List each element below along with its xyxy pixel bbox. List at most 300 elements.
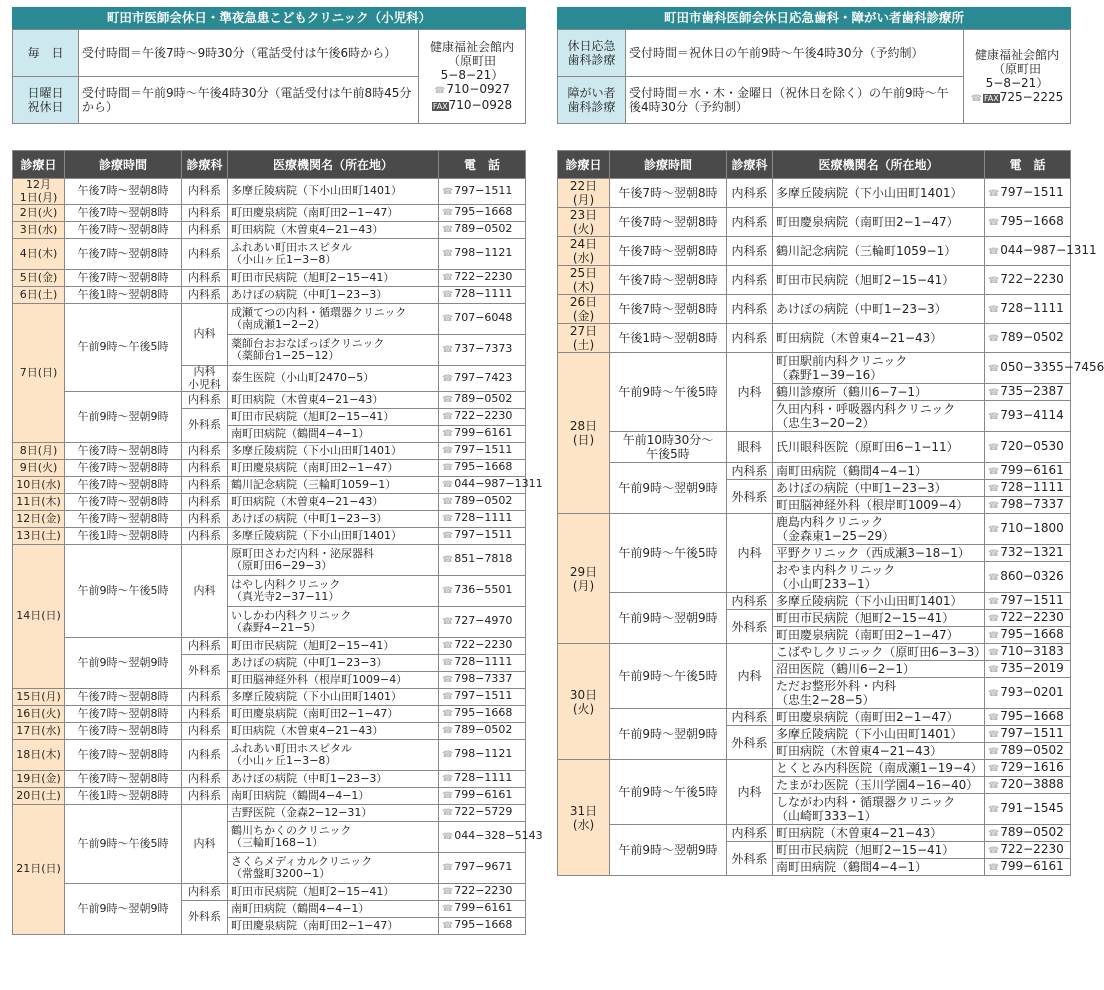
phone-number: 799−6161: [1000, 463, 1064, 477]
phone-number: 722−2230: [454, 409, 513, 423]
phone-icon: [988, 214, 1000, 228]
dental-clinic-info: [557, 29, 1071, 124]
phone-number: 789−0502: [454, 392, 513, 406]
facility-cell: 町田駅前内科クリニック （森野1−39−16）: [773, 353, 985, 384]
dept-cell: 内科系: [182, 477, 228, 494]
time-cell: 午後7時〜翌朝8時: [65, 689, 182, 706]
phone-cell: [985, 859, 1071, 876]
phone-number: 799−6161: [454, 426, 513, 440]
time-cell: 午後7時〜翌朝8時: [610, 237, 727, 266]
phone-cell: [439, 740, 526, 771]
phone-icon: [442, 494, 454, 507]
phone-cell: [439, 287, 526, 304]
table-row: [13, 706, 526, 723]
phone-icon: [442, 672, 454, 685]
date-cell: 7日(日): [13, 304, 65, 443]
facility-cell: 原町田さわだ内科・泌尿器科 （原町田6−29−3）: [228, 545, 439, 576]
tel-number: 710−0927: [446, 81, 510, 96]
info-label: 毎 日: [13, 30, 79, 77]
phone-cell: [985, 266, 1071, 295]
phone-cell: [439, 528, 526, 545]
info-text: 受付時間＝祝休日の午前9時〜午後4時30分（予約制）: [626, 30, 964, 77]
info-text: 受付時間＝水・木・金曜日（祝休日を除く）の午前9時〜午後4時30分（予約制）: [626, 77, 964, 124]
phone-cell: [439, 672, 526, 689]
phone-cell: [985, 760, 1071, 777]
facility-cell: 町田慶泉病院（南町田2−1−47）: [228, 460, 439, 477]
dept-cell: 内科系: [727, 179, 773, 208]
table-row: [558, 463, 1071, 480]
time-cell: 午後7時〜翌朝8時: [65, 723, 182, 740]
table-row: [558, 208, 1071, 237]
phone-cell: [439, 494, 526, 511]
phone-icon: [988, 439, 1000, 453]
time-cell: 午後7時〜翌朝8時: [65, 205, 182, 222]
phone-cell: [439, 771, 526, 788]
facility-cell: 泰生医院（小山町2470−5）: [228, 366, 439, 392]
time-cell: 午後7時〜翌朝8時: [65, 511, 182, 528]
phone-number: 044−987−1311: [1000, 243, 1097, 257]
time-cell: 午後7時〜翌朝8時: [610, 266, 727, 295]
facility-cell: 鶴川ちかくのクリニック （三輪町168−1）: [228, 822, 439, 853]
facility-cell: 多摩丘陵病院（下小山田町1401）: [773, 593, 985, 610]
phone-icon: [988, 627, 1000, 641]
facility-cell: 多摩丘陵病院（下小山田町1401）: [228, 528, 439, 545]
table-row: [13, 179, 526, 205]
phone-number: 707−6048: [454, 311, 513, 325]
phone-cell: [439, 511, 526, 528]
phone-number: 722−2230: [1000, 272, 1064, 286]
facility-cell: 町田慶泉病院（南町田2−1−47）: [228, 205, 439, 222]
col-header-phone: 電 話: [439, 151, 526, 179]
table-header: [13, 151, 526, 179]
table-row: [13, 239, 526, 270]
phone-cell: [985, 463, 1071, 480]
phone-number: 797−1511: [1000, 185, 1064, 199]
dept-cell: 外科系: [727, 610, 773, 644]
phone-icon: [988, 743, 1000, 757]
time-cell: 午後7時〜翌朝8時: [65, 771, 182, 788]
phone-cell: [439, 392, 526, 409]
date-cell: 10日(水): [13, 477, 65, 494]
time-cell: 午後7時〜翌朝8時: [65, 477, 182, 494]
phone-icon: [442, 392, 454, 405]
dept-cell: 内科系: [182, 392, 228, 409]
venue-text: 健康福祉会館内 （原町田5−8−21）: [974, 47, 1059, 90]
dept-cell: 内科系: [727, 208, 773, 237]
facility-cell: 南町田病院（鶴間4−4−1）: [228, 901, 439, 918]
phone-cell: [985, 545, 1071, 562]
dept-cell: 内科系: [182, 689, 228, 706]
phone-number: 795−1668: [454, 460, 513, 474]
schedule-table-right-wrap: [557, 150, 1104, 876]
phone-icon: [442, 528, 454, 541]
facility-cell: たまがわ医院（玉川学園4−16−40）: [773, 777, 985, 794]
fax-number: 725−2225: [999, 89, 1064, 104]
facility-cell: 町田病院（木曽東4−21−43）: [773, 324, 985, 353]
phone-cell: [985, 324, 1071, 353]
table-row: [13, 222, 526, 239]
dept-cell: 外科系: [182, 409, 228, 443]
table-row: [13, 270, 526, 287]
date-cell: 22日(月): [558, 179, 610, 208]
facility-cell: 成瀬てつの内科・循環器クリニック （南成瀬1−2−2）: [228, 304, 439, 335]
phone-number: 789−0502: [1000, 330, 1064, 344]
date-cell: 23日(火): [558, 208, 610, 237]
info-label: 障がい者 歯科診療: [558, 77, 626, 124]
pediatric-clinic-info: [12, 29, 526, 124]
col-header-facility: 医療機関名（所在地）: [773, 151, 985, 179]
phone-icon: [442, 426, 454, 439]
phone-icon: [988, 463, 1000, 477]
phone-cell: [985, 353, 1104, 384]
phone-icon: [442, 184, 454, 197]
phone-icon: [442, 788, 454, 801]
phone-cell: [985, 842, 1071, 859]
dept-cell: 外科系: [182, 655, 228, 689]
phone-number: 728−1111: [1000, 301, 1064, 315]
phone-number: 050−3355−7456: [1000, 360, 1104, 374]
facility-cell: 町田市民病院（旭町2−15−41）: [773, 266, 985, 295]
phone-number: 799−6161: [454, 788, 513, 802]
phone-cell: [439, 335, 526, 366]
phone-cell: [985, 825, 1071, 842]
phone-icon: [442, 706, 454, 719]
phone-cell: [439, 477, 543, 494]
time-cell: 午前9時〜午後5時: [65, 304, 182, 392]
phone-cell: [985, 432, 1071, 463]
dept-cell: 内科: [182, 805, 228, 884]
fax-line: [967, 90, 1067, 106]
date-cell: 20日(土): [13, 788, 65, 805]
phone-number: 722−5729: [454, 805, 513, 819]
phone-number: 727−4970: [454, 614, 513, 628]
date-cell: 4日(木): [13, 239, 65, 270]
phone-cell: [985, 295, 1071, 324]
date-cell: 18日(木): [13, 740, 65, 771]
phone-cell: [439, 239, 526, 270]
facility-cell: 氏川眼科医院（原町田6−1−11）: [773, 432, 985, 463]
phone-icon: [442, 311, 454, 324]
facility-cell: 吉野医院（金森2−12−31）: [228, 805, 439, 822]
venue-cell: [419, 30, 526, 124]
time-cell: 午前9時〜午後5時: [610, 644, 727, 709]
phone-icon: [988, 360, 1000, 374]
dept-cell: 内科系: [182, 494, 228, 511]
facility-cell: 町田病院（木曽東4−21−43）: [228, 723, 439, 740]
phone-cell: [985, 497, 1071, 514]
dept-cell: 内科系: [182, 443, 228, 460]
fax-number: 710−0928: [448, 97, 513, 112]
table-row: [558, 432, 1071, 463]
dept-cell: 内科: [727, 644, 773, 709]
phone-cell: [439, 576, 526, 607]
phone-cell: [439, 805, 526, 822]
phone-icon: [988, 859, 1000, 873]
phone-icon: [442, 638, 454, 651]
facility-cell: しながわ内科・循環器クリニック （山崎町333−1）: [773, 794, 985, 825]
phone-icon: [442, 747, 454, 760]
date-cell: 9日(火): [13, 460, 65, 477]
table-row: [13, 477, 526, 494]
dept-cell: 内科系: [182, 511, 228, 528]
facility-cell: 多摩丘陵病院（下小山田町1401）: [228, 179, 439, 205]
phone-icon: [988, 545, 1000, 559]
time-cell: 午後7時〜翌朝8時: [610, 179, 727, 208]
date-cell: 29日(月): [558, 514, 610, 644]
phone-cell: [439, 607, 526, 638]
phone-cell: [439, 918, 526, 935]
phone-cell: [439, 655, 526, 672]
phone-number: 735−2387: [1000, 384, 1064, 398]
table-row: [13, 304, 526, 335]
facility-cell: はやし内科クリニック （真光寺2−37−11）: [228, 576, 439, 607]
facility-cell: あけぼの病院（中町1−23−3）: [228, 287, 439, 304]
dept-cell: 内科系: [727, 593, 773, 610]
phone-cell: [439, 366, 526, 392]
phone-icon: [442, 460, 454, 473]
table-row: [13, 511, 526, 528]
phone-cell: [985, 480, 1071, 497]
table-row: [13, 528, 526, 545]
fax-line: [422, 98, 522, 114]
phone-icon: [988, 842, 1000, 856]
time-cell: 午後7時〜翌朝8時: [610, 208, 727, 237]
phone-number: 722−2230: [1000, 842, 1064, 856]
phone-icon: [442, 205, 454, 218]
phone-number: 797−1511: [1000, 593, 1064, 607]
facility-cell: 多摩丘陵病院（下小山田町1401）: [773, 726, 985, 743]
facility-cell: こばやしクリニック（原町田6−3−3）: [773, 644, 985, 661]
facility-cell: 町田脳神経外科（根岸町1009−4）: [773, 497, 985, 514]
phone-number: 795−1668: [1000, 627, 1064, 641]
date-cell: 14日(日): [13, 545, 65, 689]
facility-cell: 町田市民病院（旭町2−15−41）: [773, 610, 985, 627]
date-cell: 2日(火): [13, 205, 65, 222]
dept-cell: 内科系: [182, 740, 228, 771]
phone-cell: [985, 237, 1097, 266]
phone-number: 737−7373: [454, 342, 513, 356]
phone-number: 728−1111: [1000, 480, 1064, 494]
phone-cell: [985, 743, 1071, 760]
phone-cell: [985, 562, 1071, 593]
facility-cell: 町田慶泉病院（南町田2−1−47）: [773, 709, 985, 726]
phone-number: 789−0502: [454, 222, 513, 236]
phone-cell: [439, 884, 526, 901]
table-header: [558, 151, 1071, 179]
phone-number: 735−2019: [1000, 661, 1064, 675]
dept-cell: 内科: [727, 760, 773, 825]
time-cell: 午後7時〜翌朝8時: [65, 706, 182, 723]
venue-cell: [964, 30, 1071, 124]
facility-cell: 町田市民病院（旭町2−15−41）: [228, 270, 439, 287]
phone-number: 722−2230: [454, 638, 513, 652]
phone-number: 710−3183: [1000, 644, 1064, 658]
phone-cell: [985, 794, 1071, 825]
table-row: [13, 884, 526, 901]
phone-number: 722−2230: [454, 884, 513, 898]
phone-icon: [442, 689, 454, 702]
phone-icon: [988, 644, 1000, 658]
phone-cell: [985, 593, 1071, 610]
col-header-time: 診療時間: [65, 151, 182, 179]
time-cell: 午後7時〜翌朝8時: [65, 239, 182, 270]
date-cell: 30日(火): [558, 644, 610, 760]
phone-icon: [442, 771, 454, 784]
table-row: [13, 545, 526, 576]
time-cell: 午前9時〜午後5時: [610, 760, 727, 825]
table-row: [558, 593, 1071, 610]
time-cell: 午前9時〜翌朝9時: [610, 463, 727, 514]
phone-number: 736−5501: [454, 583, 513, 597]
phone-icon: [988, 661, 1000, 675]
time-cell: 午前9時〜翌朝9時: [610, 593, 727, 644]
time-cell: 午後7時〜翌朝8時: [65, 179, 182, 205]
phone-number: 793−0201: [1000, 685, 1064, 699]
facility-cell: 町田病院（木曽東4−21−43）: [228, 222, 439, 239]
facility-cell: 町田慶泉病院（南町田2−1−47）: [773, 208, 985, 237]
dept-cell: 内科系: [182, 239, 228, 270]
phone-icon: [442, 270, 454, 283]
facility-cell: 町田病院（木曽東4−21−43）: [773, 743, 985, 760]
dept-cell: 内科系: [727, 463, 773, 480]
time-cell: 午後7時〜翌朝8時: [65, 740, 182, 771]
phone-cell: [985, 384, 1071, 401]
dept-cell: 内科系: [727, 825, 773, 842]
facility-cell: 南町田病院（鶴間4−4−1）: [773, 463, 985, 480]
dept-cell: 内科系: [727, 709, 773, 726]
time-cell: 午後7時〜翌朝8時: [65, 494, 182, 511]
time-cell: 午前9時〜翌朝9時: [610, 709, 727, 760]
phone-icon: [442, 901, 454, 914]
phone-number: 728−1111: [454, 655, 513, 669]
phone-number: 722−2230: [454, 270, 513, 284]
phone-number: 798−1121: [454, 246, 513, 260]
phone-cell: [985, 208, 1071, 237]
time-cell: 午後7時〜翌朝8時: [65, 270, 182, 287]
facility-cell: 多摩丘陵病院（下小山田町1401）: [228, 689, 439, 706]
table-row: [558, 353, 1071, 384]
phone-cell: [439, 409, 526, 426]
phone-number: 797−7423: [454, 370, 513, 384]
dept-cell: 外科系: [182, 901, 228, 935]
phone-icon: [988, 497, 1000, 511]
tel-line: [422, 82, 522, 98]
facility-cell: あけぼの病院（中町1−23−3）: [228, 771, 439, 788]
phone-icon: [442, 511, 454, 524]
venue-text: 健康福祉会館内 （原町田5−8−21）: [429, 39, 514, 82]
phone-cell: [439, 723, 526, 740]
phone-number: 795−1668: [1000, 214, 1064, 228]
phone-cell: [985, 661, 1071, 678]
facility-cell: 南町田病院（鶴間4−4−1）: [228, 788, 439, 805]
phone-icon: [988, 384, 1000, 398]
phone-number: 720−3888: [1000, 777, 1064, 791]
dept-cell: 内科系: [727, 266, 773, 295]
phone-icon: [442, 723, 454, 736]
facility-cell: あけぼの病院（中町1−23−3）: [773, 480, 985, 497]
pediatric-clinic-title: 町田市医師会休日・準夜急患こどもクリニック（小児科）: [12, 7, 526, 29]
phone-icon: [988, 593, 1000, 607]
facility-cell: 鶴川記念病院（三輪町1059−1）: [228, 477, 439, 494]
phone-icon: [442, 884, 454, 897]
phone-number: 789−0502: [454, 494, 513, 508]
time-cell: 午後1時〜翌朝8時: [65, 788, 182, 805]
facility-cell: 町田市民病院（旭町2−15−41）: [228, 638, 439, 655]
time-cell: 午前9時〜翌朝9時: [610, 825, 727, 876]
phone-number: 798−7337: [454, 672, 513, 686]
phone-cell: [985, 644, 1071, 661]
phone-cell: [439, 706, 526, 723]
facility-cell: ふれあい町田ホスピタル （小山ヶ丘1−3−8）: [228, 740, 439, 771]
phone-icon: [988, 777, 1000, 791]
table-row: [558, 644, 1071, 661]
phone-number: 789−0502: [1000, 743, 1064, 757]
schedule-table-right: [557, 150, 1104, 876]
dept-cell: 内科系: [182, 460, 228, 477]
phone-icon: [988, 185, 1000, 199]
phone-cell: [439, 901, 526, 918]
phone-cell: [439, 822, 543, 853]
table-row: [558, 295, 1071, 324]
date-cell: 17日(水): [13, 723, 65, 740]
dental-clinic-panel: [557, 7, 1071, 124]
phone-cell: [439, 304, 526, 335]
table-row: [558, 514, 1071, 545]
phone-icon: [988, 243, 1000, 257]
dept-cell: 内科系: [727, 295, 773, 324]
phone-icon: [442, 409, 454, 422]
facility-cell: ただお整形外科・内科 （忠生2−28−5）: [773, 678, 985, 709]
table-row: [13, 638, 526, 655]
phone-icon: [442, 552, 454, 565]
phone-number: 798−7337: [1000, 497, 1064, 511]
phone-icon: [988, 569, 1000, 583]
time-cell: 午後7時〜翌朝8時: [65, 443, 182, 460]
dept-cell: 内科系: [182, 270, 228, 287]
table-row: [13, 494, 526, 511]
phone-cell: [439, 179, 526, 205]
table-row: [13, 771, 526, 788]
time-cell: 午後1時〜翌朝8時: [65, 287, 182, 304]
col-header-dept: 診療科: [182, 151, 228, 179]
col-header-date: 診療日: [13, 151, 65, 179]
phone-cell: [439, 222, 526, 239]
facility-cell: 薬師台おおなぽっぽクリニック （薬師台1−25−12）: [228, 335, 439, 366]
phone-cell: [985, 610, 1071, 627]
facility-cell: 多摩丘陵病院（下小山田町1401）: [228, 443, 439, 460]
table-row: [13, 205, 526, 222]
phone-number: 722−2230: [1000, 610, 1064, 624]
phone-number: 728−1111: [454, 287, 513, 301]
pediatric-clinic-panel: [12, 7, 526, 124]
phone-icon: [988, 272, 1000, 286]
facility-cell: 町田市民病院（旭町2−15−41）: [773, 842, 985, 859]
table-row: [558, 709, 1071, 726]
table-row: [13, 689, 526, 706]
table-row: [558, 179, 1071, 208]
phone-icon: [442, 222, 454, 235]
phone-icon: [988, 709, 1000, 723]
info-label: 休日応急 歯科診療: [558, 30, 626, 77]
phone-number: 860−0326: [1000, 569, 1064, 583]
table-row: [558, 825, 1071, 842]
info-text: 受付時間＝午前9時〜午後4時30分（電話受付は午前8時45分から）: [79, 77, 419, 124]
phone-icon: [971, 90, 983, 104]
facility-cell: 町田病院（木曽東4−21−43）: [773, 825, 985, 842]
facility-cell: 平野クリニック（西成瀬3−18−1）: [773, 545, 985, 562]
phone-icon: [442, 342, 454, 355]
phone-icon: [442, 287, 454, 300]
